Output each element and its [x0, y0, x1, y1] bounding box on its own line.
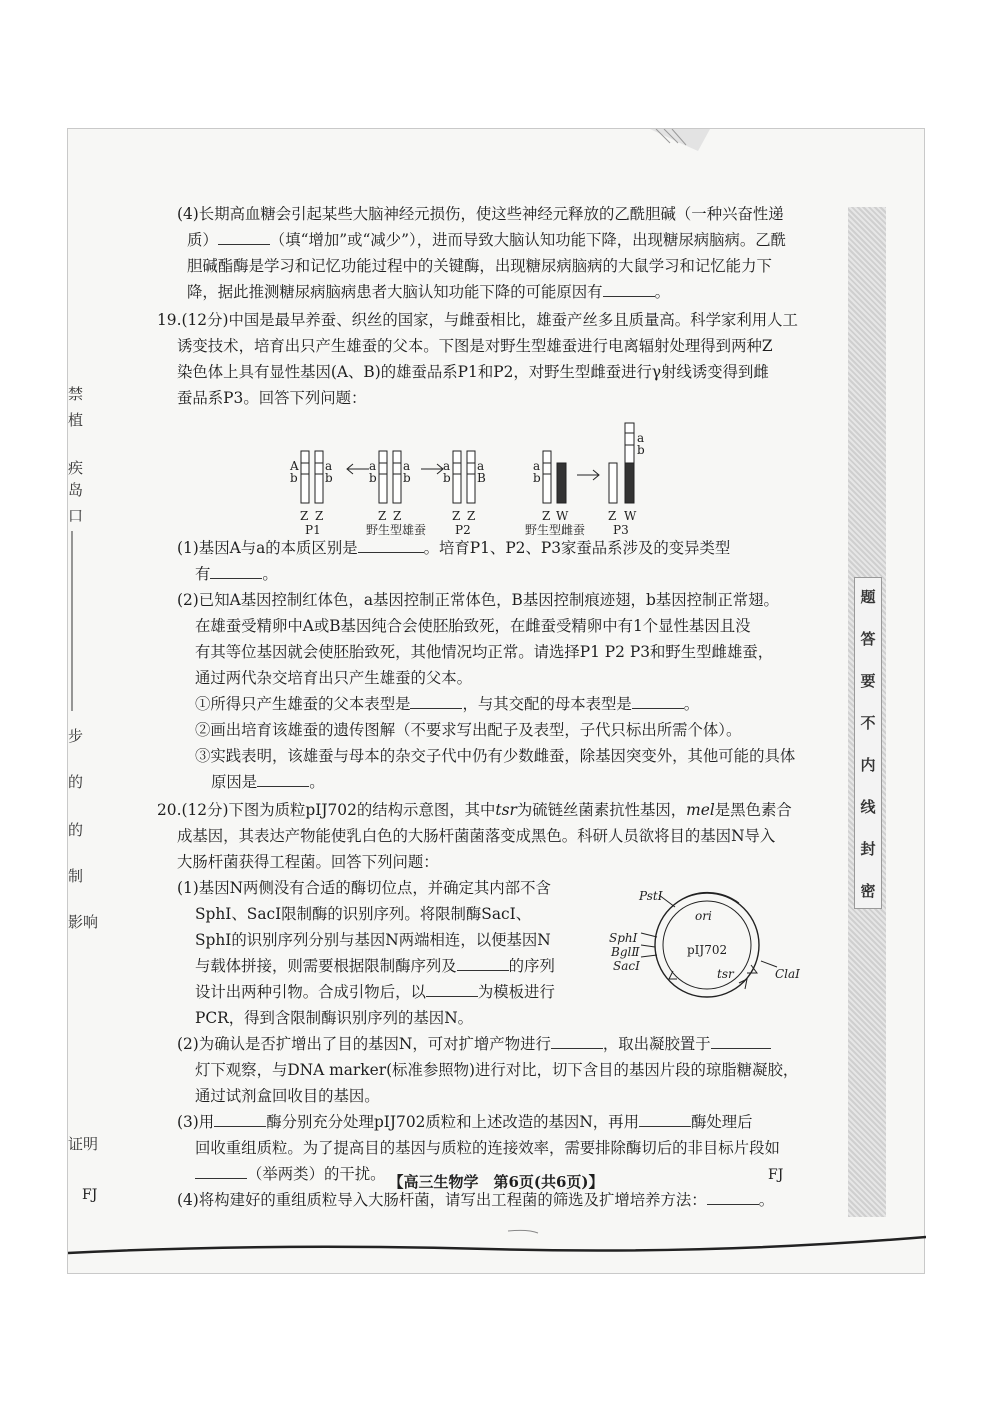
q20-part2: [169, 1031, 829, 1109]
site-label-bgl: BglⅡ: [611, 945, 640, 959]
gene-label: a: [325, 459, 333, 473]
chrom-label: W: [556, 509, 569, 523]
margin-rule: [68, 531, 76, 711]
chromosome-diagram: [169, 419, 829, 515]
answer-blank[interactable]: [214, 1112, 266, 1127]
margin-fragment: 的: [68, 821, 84, 839]
text-line: SphⅠ、SacⅠ限制酶的识别序列。将限制酶SacⅠ、: [195, 905, 532, 923]
gene-label: A: [290, 459, 299, 473]
gene-label: b: [325, 471, 333, 485]
answer-blank[interactable]: [218, 230, 270, 245]
answer-blank[interactable]: [457, 956, 509, 971]
answer-blank[interactable]: [410, 694, 462, 709]
text-line: (3)用: [177, 1113, 215, 1131]
text-line: 19.(12分)中国是最早养蚕、织丝的国家，与雌蚕相比，雄蚕产丝多且质量高。科学家利用人工: [157, 311, 798, 329]
text-line: 为硫链丝菌素抗性基因，: [516, 801, 687, 819]
chrom-label: Z: [300, 509, 309, 523]
gene-label: b: [290, 471, 298, 485]
gene-label: b: [369, 471, 377, 485]
gene-name: tsr: [495, 801, 517, 819]
figure-caption: P2: [455, 523, 471, 537]
q19-stem: [157, 307, 829, 411]
margin-fragment: 植: [68, 411, 84, 429]
figure-caption: 野生型雌蚕: [525, 523, 586, 537]
q20-stem: [157, 797, 829, 875]
seal-char: 线: [860, 798, 876, 816]
answer-blank[interactable]: [632, 694, 684, 709]
text-line: 20.(12分)下图为质粒pIJ702的结构示意图，其中: [157, 801, 496, 819]
text-line: 在雄蚕受精卵中A或B基因纯合会使胚胎致死，在雌蚕受精卵中有1个显性基因且没: [195, 617, 751, 635]
text-line: 有: [195, 565, 211, 583]
chrom-label: Z: [608, 509, 617, 523]
text-line: (2)为确认是否扩增出了目的基因N，可对扩增产物进行: [177, 1035, 551, 1053]
answer-blank[interactable]: [707, 1190, 759, 1205]
text-line: ①所得只产生雄蚕的父本表型是: [195, 695, 411, 713]
text-line: 设计出两种引物。合成引物后，以: [195, 983, 426, 1001]
seal-char: 内: [860, 756, 876, 774]
text-line: PCR，得到含限制酶识别序列的基因N。: [195, 1009, 474, 1027]
gene-label: b: [637, 443, 645, 457]
torn-corner-mark: [650, 129, 710, 151]
gene-label: a: [443, 459, 451, 473]
gene-label: a: [403, 459, 411, 473]
figure-caption: P1: [305, 523, 321, 537]
seal-char: 密: [860, 882, 876, 900]
chrom-label: Z: [452, 509, 461, 523]
chrom-label: Z: [315, 509, 324, 523]
seal-char: 封: [860, 840, 876, 858]
answer-blank[interactable]: [711, 1034, 771, 1049]
site-label-sac: SacⅠ: [613, 959, 640, 973]
margin-fragment: 制: [68, 867, 84, 885]
seal-line-text-box: [854, 577, 882, 909]
p1-chromosomes: [301, 451, 323, 503]
chrom-label: Z: [378, 509, 387, 523]
text-line: 胆碱酯酶是学习和记忆功能过程中的关键酶，出现糖尿病脑病的大鼠学习和记忆能力下: [187, 257, 772, 275]
chrom-label: W: [624, 509, 637, 523]
chrom-label: Z: [542, 509, 551, 523]
text-line: (1)基因A与a的本质区别是: [177, 539, 358, 557]
text-line: 成基因，其表达产物能使乳白色的大肠杆菌菌落变成黑色。科研人员欲将目的基因N导入: [177, 827, 776, 845]
chrom-label: Z: [393, 509, 402, 523]
plasmid-figure: [589, 875, 809, 1015]
text-line: 。培育P1、P2、P3家蚕品系涉及的变异类型: [423, 539, 731, 557]
seal-char: 要: [860, 672, 876, 690]
text-line: (4)将构建好的重组质粒导入大肠杆菌，请写出工程菌的筛选及扩增培养方法：: [177, 1191, 707, 1209]
gene-label: B: [477, 471, 486, 485]
plasmid-name: pIJ702: [687, 943, 728, 957]
text-line: ，取出凝胶置于: [602, 1035, 711, 1053]
q20-part1: [169, 875, 577, 1031]
gene-name: mel: [686, 801, 715, 819]
figure-caption: 野生型雄蚕: [366, 523, 427, 537]
text-line: 是黑色素合: [714, 801, 792, 819]
text-line: 。: [758, 1191, 775, 1209]
answer-blank[interactable]: [257, 772, 309, 787]
text-line: (2)已知A基因控制红体色，a基因控制正常体色，B基因控制痕迹翅，b基因控制正常翅。: [177, 591, 779, 609]
seal-char: 答: [860, 630, 876, 648]
margin-fragment: 疾: [68, 459, 84, 477]
text-line: 酶分别充分处理pIJ702质粒和上述改造的基因N，再用: [266, 1113, 639, 1131]
text-line: ②画出培育该雄蚕的遗传图解（不要求写出配子及表型，子代只标出所需个体）。: [195, 721, 742, 739]
text-line: 回收重组质粒。为了提高目的基因与质粒的连接效率，需要排除酶切后的非目标片段如: [195, 1139, 780, 1157]
text-line: 蚕品系P3。回答下列问题：: [177, 389, 367, 407]
text-line: 。: [654, 283, 670, 301]
gene-label: a: [477, 459, 485, 473]
margin-fragment: 的: [68, 773, 84, 791]
seal-char: 不: [860, 714, 876, 732]
text-line: 灯下观察，与DNA marker(标准参照物)进行对比，切下含目的基因片段的琼脂糖凝胶，: [195, 1061, 799, 1079]
text-line: SphⅠ的识别序列分别与基因N两端相连，以便基因N: [195, 931, 551, 949]
left-margin-fragments: [68, 129, 108, 1275]
text-line: 染色体上具有显性基因(A、B)的雄蚕品系P1和P2，对野生型雌蚕进行γ射线诱变得到雌: [177, 363, 769, 381]
exam-sheet: [67, 128, 925, 1274]
margin-fragment: 影响: [68, 913, 99, 931]
q19-part2: [169, 587, 829, 795]
chromosome-figure: [169, 419, 829, 523]
margin-fragment: 口: [68, 507, 84, 525]
q18-part4: [169, 201, 829, 305]
text-line: 质）: [187, 231, 218, 249]
scan-edge-shadow: [68, 1229, 926, 1273]
text-line: 大肠杆菌获得工程菌。回答下列问题：: [177, 853, 439, 871]
margin-fragment: 岛: [68, 481, 84, 499]
gene-label: a: [533, 459, 541, 473]
question-body: [157, 201, 829, 1213]
q19-part1: [169, 535, 829, 587]
figure-caption: P3: [613, 523, 629, 537]
text-line: 诱变技术，培育出只产生雄蚕的父本。下图是对野生型雄蚕进行电离辐射处理得到两种Z: [177, 337, 773, 355]
text-line: （举两类）的干扰。: [247, 1165, 386, 1183]
text-line: 有其等位基因就会使胚胎致死，其他情况均正常。请选择P1 P2 P3和野生型雌雄蚕，: [195, 643, 774, 661]
text-line: ③实践表明，该雄蚕与母本的杂交子代中仍有少数雌蚕，除基因突变外，其他可能的具体: [195, 747, 796, 765]
answer-blank[interactable]: [426, 982, 478, 997]
site-label-sph: SphⅠ: [609, 931, 638, 945]
fj-mark-right: FJ: [768, 1167, 784, 1183]
figure-captions: [169, 515, 829, 535]
text-line: 通过试剂盒回收目的基因。: [195, 1087, 380, 1105]
text-line: 的序列: [508, 957, 555, 975]
text-line: 。: [309, 773, 325, 791]
ori-label: ori: [695, 909, 712, 923]
q20-part1-with-figure: [169, 875, 829, 1031]
text-line: 与载体拼接，则需要根据限制酶序列及: [195, 957, 457, 975]
fj-mark-left: FJ: [82, 1187, 98, 1203]
seal-char: 题: [860, 588, 876, 606]
text-line: (4)长期高血糖会引起某些大脑神经元损伤，使这些神经元释放的乙酰胆碱（一种兴奋性递: [177, 205, 784, 223]
answer-blank[interactable]: [639, 1112, 691, 1127]
answer-blank[interactable]: [210, 564, 262, 579]
site-label-cla: ClaⅠ: [775, 967, 800, 981]
text-line: (1)基因N两侧没有合适的酶切位点，并确定其内部不含: [177, 879, 551, 897]
gene-label: b: [443, 471, 451, 485]
text-line: 原因是: [211, 773, 258, 791]
site-label-pst: PstⅠ: [639, 889, 663, 903]
answer-blank[interactable]: [603, 282, 655, 297]
tsr-label: tsr: [717, 967, 734, 981]
margin-fragment: 证明: [68, 1135, 99, 1153]
seal-line-strip: [848, 207, 886, 1217]
text-line: 通过两代杂交培育出只产生雄蚕的父本。: [195, 669, 473, 687]
text-line: 为模板进行: [477, 983, 555, 1001]
page-footer: 【高三生物学 第6页(共6页)】: [388, 1173, 604, 1191]
text-line: 。: [683, 695, 700, 713]
gene-label: b: [533, 471, 541, 485]
text-line: 酶处理后: [690, 1113, 753, 1131]
text-line: ，与其交配的母本表型是: [462, 695, 632, 713]
gene-label: a: [637, 431, 645, 445]
gene-label: a: [369, 459, 377, 473]
text-line: 降，据此推测糖尿病脑病患者大脑认知功能下降的可能原因有: [187, 283, 603, 301]
margin-fragment: 禁: [68, 385, 84, 403]
text-line: 。: [262, 565, 278, 583]
text-line: （填“增加”或“减少”），进而导致大脑认知功能下降，出现糖尿病脑病。乙酰: [269, 231, 787, 249]
gene-label: b: [403, 471, 411, 485]
margin-fragment: 步: [68, 727, 84, 745]
chrom-label: Z: [467, 509, 476, 523]
answer-blank[interactable]: [551, 1034, 603, 1049]
